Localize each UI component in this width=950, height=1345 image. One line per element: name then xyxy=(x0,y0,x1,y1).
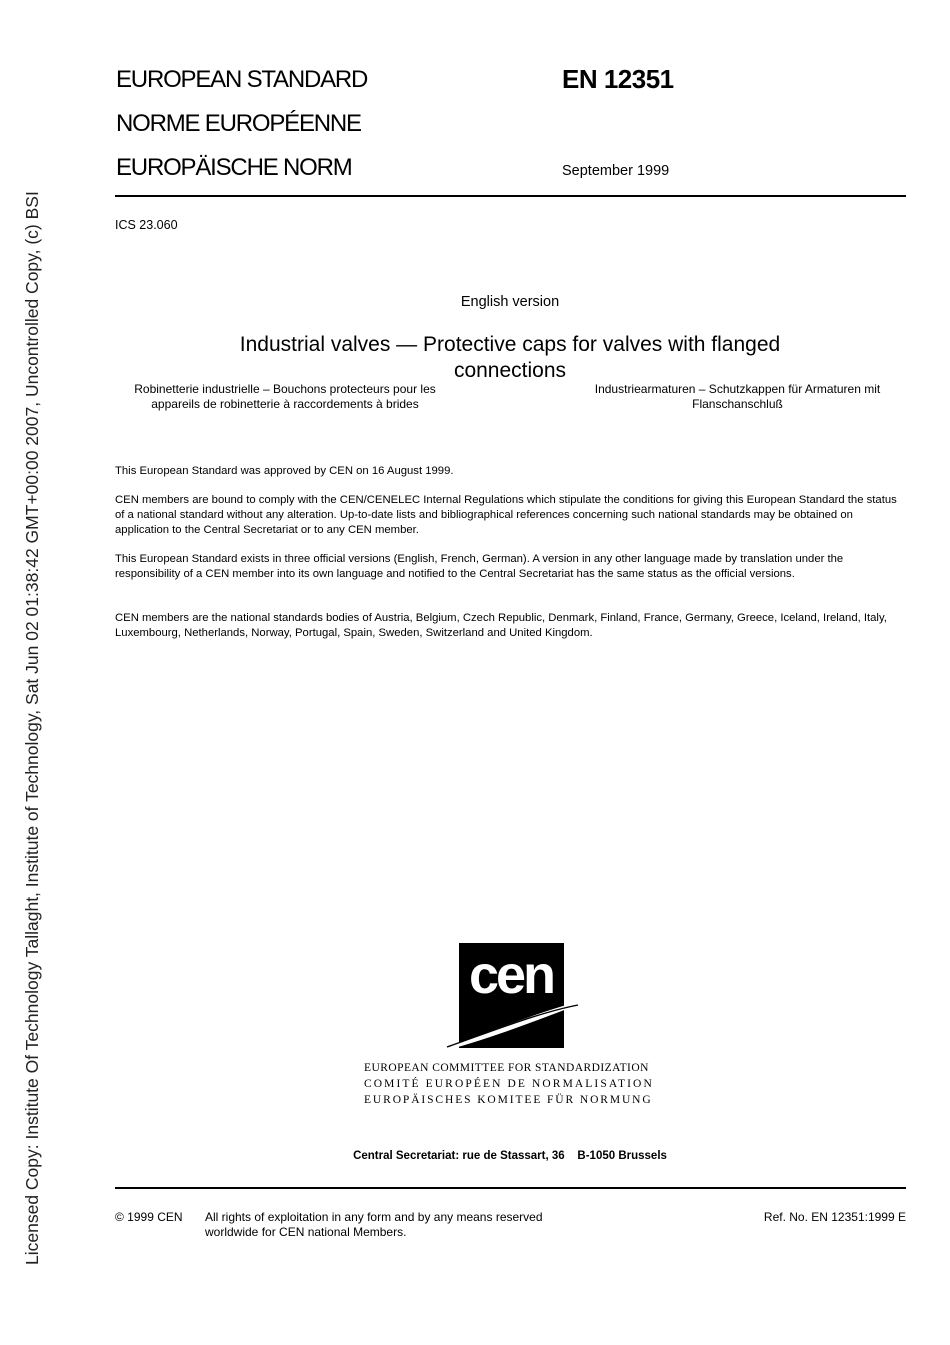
sidebar-watermark: Licensed Copy: Institute Of Technology Tallaght, Institute of Technology, Sat Jun 02 01:38:42 GMT+00:00 2007, Uncontrolled Copy, (c) BSI xyxy=(22,191,42,1265)
version-label: English version xyxy=(460,294,560,310)
german-title xyxy=(570,382,905,412)
cen-logo xyxy=(445,943,580,1053)
regulations-paragraph: CEN members are bound to comply with the CEN/CENELEC Internal Regulations which stipulate the conditions for giving this European Standard the status of a national standard without any alteration. Up-to-date lists and bibliographical references concerning such national standards may be obtained on application to the Central Secretariat or to any CEN member. xyxy=(115,494,897,536)
members-paragraph: CEN members are the national standards bodies of Austria, Belgium, Czech Republic, Denmark, Finland, France, Germany, Greece, Iceland, Ireland, Italy, Luxembourg, Netherlands, Norway, Portugal, Spain, Sweden, Switzerland and United Kingdom. xyxy=(115,612,887,639)
french-title xyxy=(100,382,470,412)
approval-paragraph: This European Standard was approved by CEN on 16 August 1999. xyxy=(115,465,454,477)
logo-line-english: EUROPEAN COMMITTEE FOR STANDARDIZATION xyxy=(364,1062,649,1074)
logo-line-german: EUROPÄISCHES KOMITEE FÜR NORMUNG xyxy=(364,1094,653,1106)
german-title-line-2: Flanschanschluß xyxy=(692,397,783,411)
logo-line-french: COMITÉ EUROPÉEN DE NORMALISATION xyxy=(364,1078,654,1090)
standard-number: EN 12351 xyxy=(562,64,674,94)
french-title-line-2: appareils de robinetterie à raccordements à brides xyxy=(151,397,419,411)
title-europaische-norm: EUROPÄISCHE NORM xyxy=(116,154,352,181)
cen-logo-text: cen xyxy=(468,945,554,1005)
reference-number: Ref. No. EN 12351:1999 E xyxy=(763,1210,906,1224)
central-secretariat: Central Secretariat: rue de Stassart, 36 B-1050 Brussels xyxy=(353,1150,667,1162)
versions-paragraph: This European Standard exists in three official versions (English, French, German). A version in any other language made by translation under the responsibility of a CEN member into its own language and notified to the Central Secretariat has the same status as the official versions. xyxy=(115,553,844,580)
english-title-line-2: connections xyxy=(453,359,567,382)
title-european-standard: EUROPEAN STANDARD xyxy=(116,66,368,93)
english-title-line-1: Industrial valves — Protective caps for valves with flanged xyxy=(239,333,781,356)
header-rule xyxy=(115,195,906,197)
english-title xyxy=(115,332,905,384)
rights-line-1: All rights of exploitation in any form and by any means reserved xyxy=(205,1210,543,1224)
copyright: © 1999 CEN xyxy=(115,1210,183,1224)
title-norme-europeenne: NORME EUROPÉENNE xyxy=(116,110,361,137)
rights-line-2: worldwide for CEN national Members. xyxy=(205,1225,407,1239)
rights-statement xyxy=(205,1210,543,1240)
footer-rule xyxy=(115,1187,906,1189)
cen-logo-graphic xyxy=(445,943,580,1053)
ics-code: ICS 23.060 xyxy=(115,218,178,232)
french-title-line-1: Robinetterie industrielle – Bouchons protecteurs pour les xyxy=(134,382,436,396)
publication-date: September 1999 xyxy=(562,163,670,179)
german-title-line-1: Industriearmaturen – Schutzkappen für Armaturen mit xyxy=(594,382,881,396)
